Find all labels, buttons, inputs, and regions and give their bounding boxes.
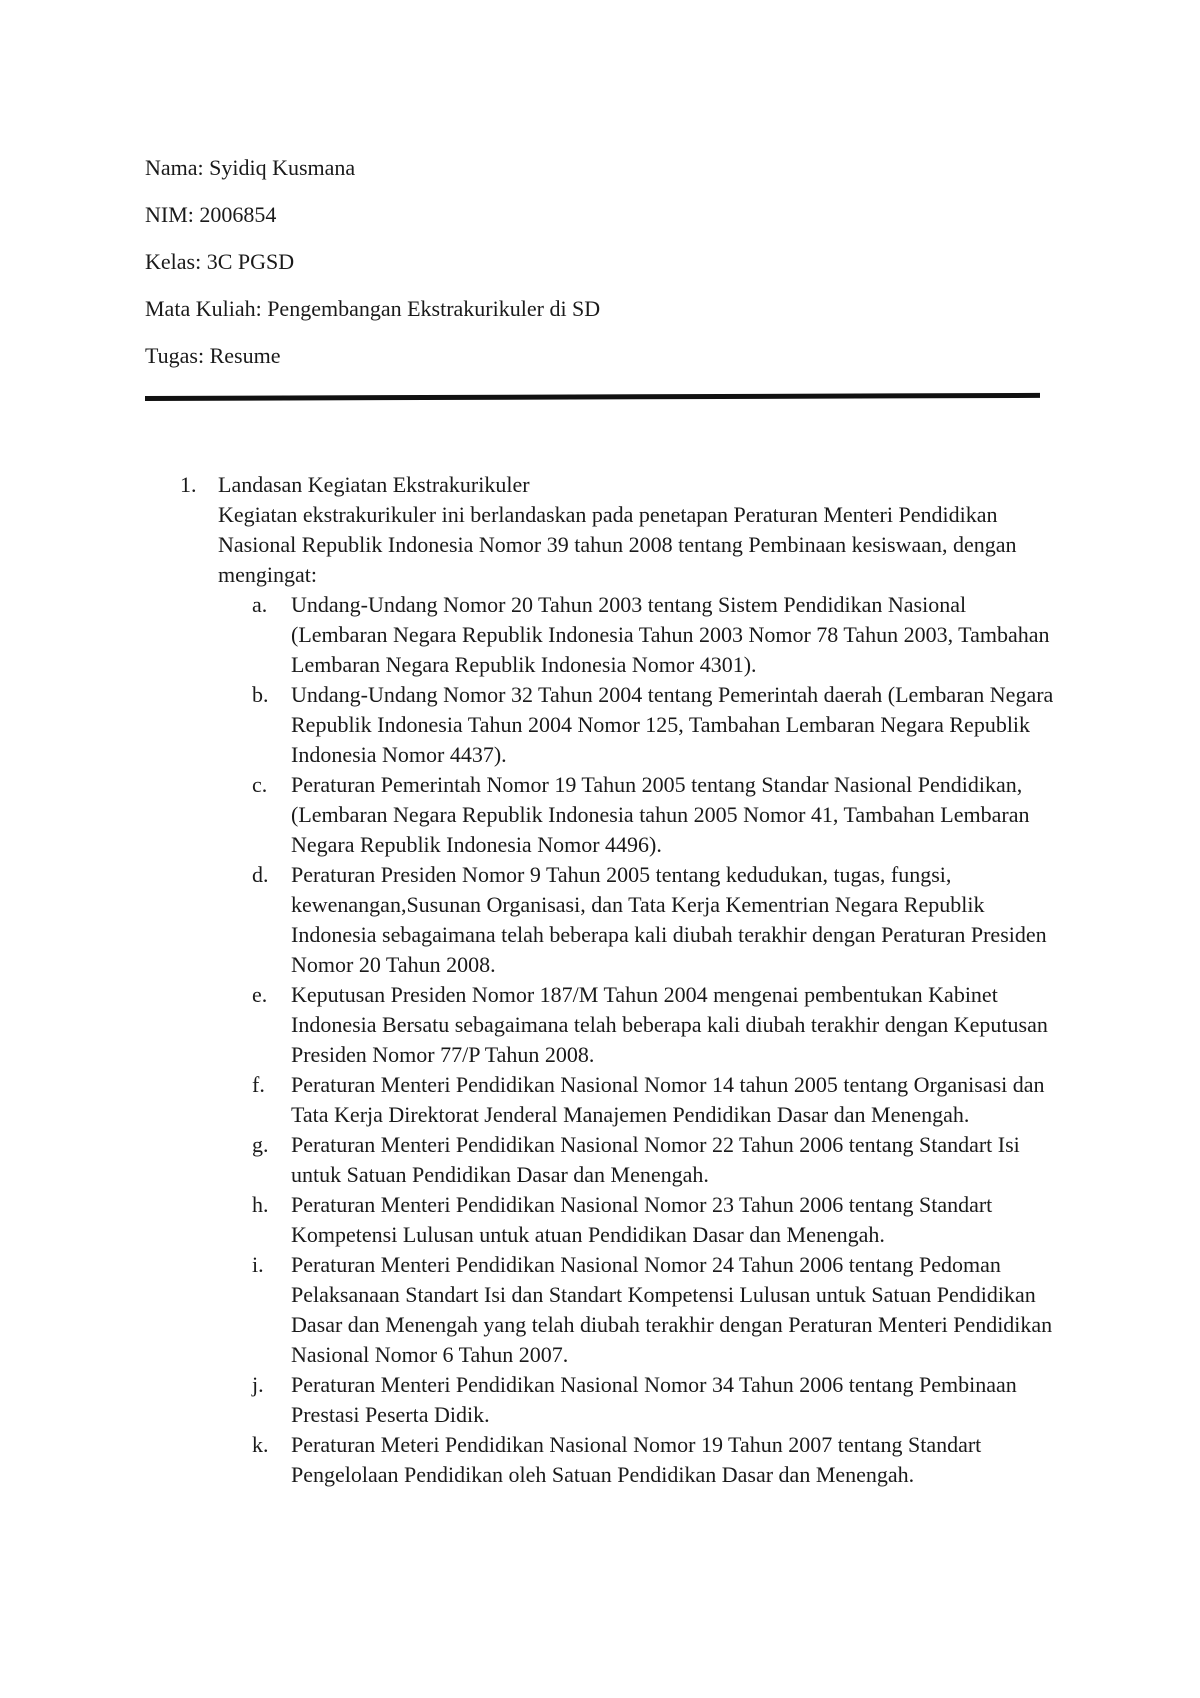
list-item — [252, 1190, 1061, 1250]
student-info — [145, 144, 600, 379]
list-item — [252, 1130, 1061, 1190]
list-item-marker: b. — [252, 682, 269, 707]
list-item-marker: a. — [252, 592, 268, 617]
list-item — [252, 680, 1061, 770]
list-item-text: Peraturan Meteri Pendidikan Nasional Nomor 19 Tahun 2007 tentang Standart Pengelolaan Pendidikan oleh Satuan Pendidikan Dasar dan Menengah. — [291, 1432, 982, 1487]
horizontal-divider — [145, 393, 1040, 401]
course-name: Mata Kuliah: Pengembangan Ekstrakurikuler di SD — [145, 296, 601, 321]
list-item-text: Peraturan Menteri Pendidikan Nasional Nomor 34 Tahun 2006 tentang Pembinaan Prestasi Peserta Didik. — [291, 1372, 1017, 1427]
student-nim: NIM: 2006854 — [145, 202, 277, 227]
list-item-text: Undang-Undang Nomor 32 Tahun 2004 tentang Pemerintah daerah (Lembaran Negara Republik Indonesia Tahun 2004 Nomor 125, Tambahan Lembaran Negara Republik Indonesia Nomor 4437). — [291, 682, 1054, 767]
section-title: Landasan Kegiatan Ekstrakurikuler — [218, 472, 530, 497]
list-item — [252, 980, 1061, 1070]
section-number: 1. — [180, 472, 197, 497]
list-item — [252, 1250, 1061, 1370]
section-body — [218, 470, 1058, 1490]
list-item-marker: h. — [252, 1192, 269, 1217]
numbered-section — [0, 470, 1200, 1490]
document-body — [0, 470, 1200, 1490]
list-item-text: Peraturan Menteri Pendidikan Nasional Nomor 14 tahun 2005 tentang Organisasi dan Tata Kerja Direktorat Jenderal Manajemen Pendidikan Dasar dan Menengah. — [291, 1072, 1045, 1127]
list-item-text: Peraturan Menteri Pendidikan Nasional Nomor 24 Tahun 2006 tentang Pedoman Pelaksanaan Standart Isi dan Standart Kompetensi Lulusan untuk Satuan Pendidikan Dasar dan Menengah yang telah diubah terakhir dengan Peraturan Menteri Pendidikan Nasional Nomor 6 Tahun 2007. — [291, 1252, 1053, 1367]
list-item — [252, 770, 1061, 860]
list-item — [252, 590, 1061, 680]
list-item-marker: e. — [252, 982, 268, 1007]
student-name: Nama: Syidiq Kusmana — [145, 155, 356, 180]
list-item-marker: c. — [252, 772, 268, 797]
section-intro: Kegiatan ekstrakurikuler ini berlandaskan pada penetapan Peraturan Menteri Pendidikan Nasional Republik Indonesia Nomor 39 tahun 2008 tentang Pembinaan kesiswaan, dengan mengingat: — [218, 502, 1017, 587]
list-item — [252, 1430, 1061, 1490]
list-item-marker: f. — [252, 1072, 265, 1097]
legal-basis-list — [218, 590, 1058, 1490]
list-item — [252, 860, 1061, 980]
list-item-text: Peraturan Pemerintah Nomor 19 Tahun 2005 tentang Standar Nasional Pendidikan, (Lembaran Negara Republik Indonesia tahun 2005 Nomor 41, Tambahan Lembaran Negara Republik Indonesia Nomor 4496). — [291, 772, 1030, 857]
list-item-text: Peraturan Menteri Pendidikan Nasional Nomor 22 Tahun 2006 tentang Standart Isi untuk Satuan Pendidikan Dasar dan Menengah. — [291, 1132, 1020, 1187]
list-item-text: Peraturan Menteri Pendidikan Nasional Nomor 23 Tahun 2006 tentang Standart Kompetensi Lulusan untuk atuan Pendidikan Dasar dan Menengah. — [291, 1192, 993, 1247]
list-item-text: Peraturan Presiden Nomor 9 Tahun 2005 tentang kedudukan, tugas, fungsi, kewenangan,Susunan Organisasi, dan Tata Kerja Kementrian Negara Republik Indonesia sebagaimana telah beberapa kali diubah terakhir dengan Peraturan Presiden Nomor 20 Tahun 2008. — [291, 862, 1047, 977]
list-item-text: Undang-Undang Nomor 20 Tahun 2003 tentang Sistem Pendidikan Nasional (Lembaran Negara Republik Indonesia Tahun 2003 Nomor 78 Tahun 2003, Tambahan Lembaran Negara Republik Indonesia Nomor 4301). — [291, 592, 1050, 677]
student-class: Kelas: 3C PGSD — [145, 249, 295, 274]
list-item-marker: k. — [252, 1432, 269, 1457]
list-item-marker: g. — [252, 1132, 269, 1157]
list-item-text: Keputusan Presiden Nomor 187/M Tahun 2004 mengenai pembentukan Kabinet Indonesia Bersatu sebagaimana telah beberapa kali diubah terakhir dengan Keputusan Presiden Nomor 77/P Tahun 2008. — [291, 982, 1048, 1067]
list-item-marker: d. — [252, 862, 269, 887]
assignment-type: Tugas: Resume — [145, 343, 281, 368]
list-item — [252, 1370, 1061, 1430]
list-item-marker: i. — [252, 1252, 264, 1277]
list-item — [252, 1070, 1061, 1130]
list-item-marker: j. — [252, 1372, 264, 1397]
